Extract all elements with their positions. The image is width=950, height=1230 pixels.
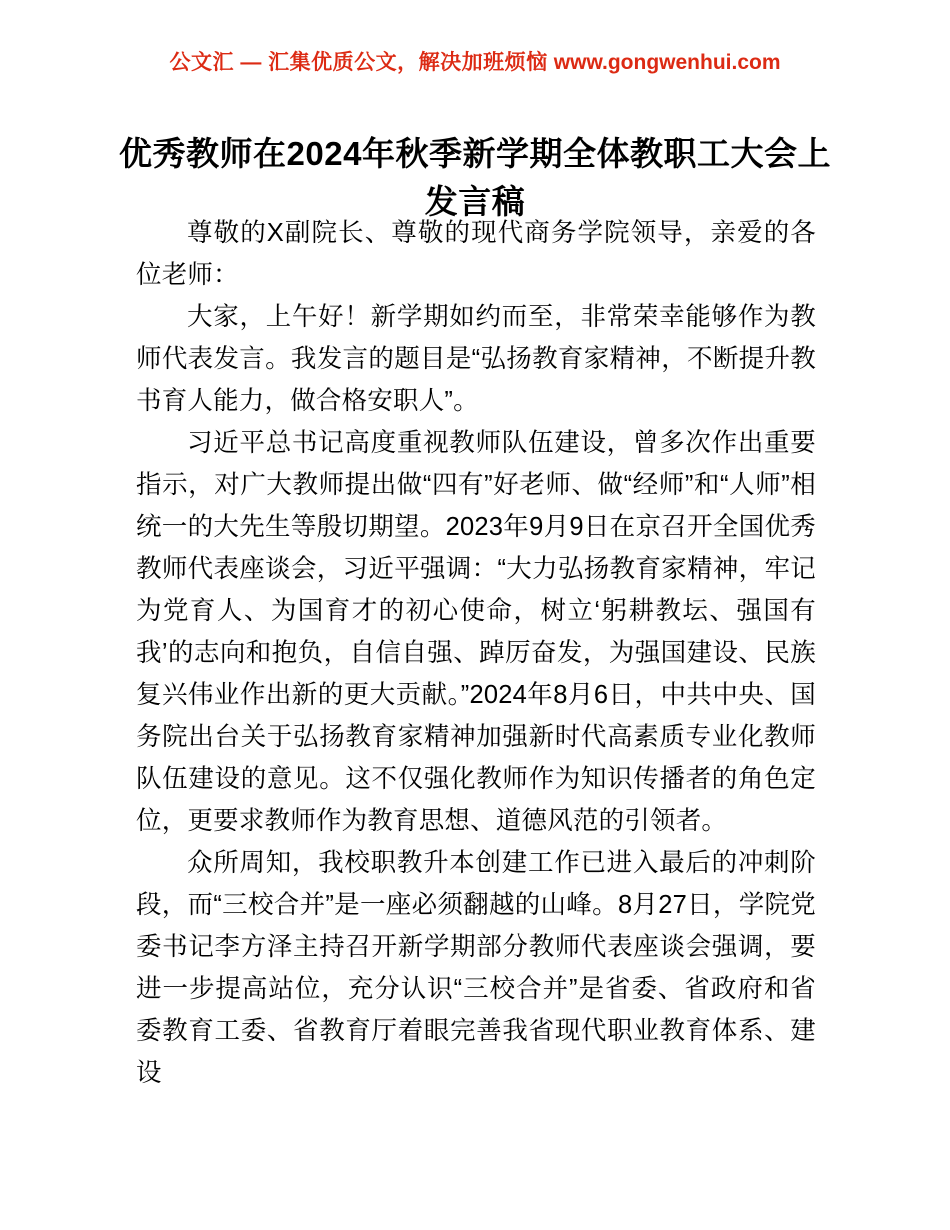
paragraph-policy-background: 习近平总书记高度重视教师队伍建设，曾多次作出重要指示，对广大教师提出做“四有”好老师、做“经师”和“人师”相统一的大先生等殷切期望。2023年9月9日在京召开全国优秀教师代表座谈会，习近平强调：“大力弘扬教育家精神，牢记为党育人、为国育才的初心使命，树立‘躬耕教坛、强国有我’的志向和抱负，自信自强、踔厉奋发，为强国建设、民族复兴伟业作出新的更大贡献。”2024年8月6日，中共中央、国务院出台关于弘扬教育家精神加强新时代高素质专业化教师队伍建设的意见。这不仅强化教师作为知识传播者的角色定位，更要求教师作为教育思想、道德风范的引领者。 <box>136 429 816 835</box>
site-watermark-header <box>0 50 950 76</box>
document-title: 优秀教师在2024年秋季新学期全体教职工大会上发言稿 <box>119 135 831 221</box>
watermark-url: www.gongwenhui.com <box>553 51 781 74</box>
paragraph-school-merger: 众所周知，我校职教升本创建工作已进入最后的冲刺阶段，而“三校合并”是一座必须翻越的山峰。8月27日，学院党委书记李方泽主持召开新学期部分教师代表座谈会强调，要进一步提高站位，充分认识“三校合并”是省委、省政府和省委教育工委、省教育厅着眼完善我省现代职业教育体系、建设 <box>136 849 816 1087</box>
document-body <box>136 212 816 1094</box>
paragraph-greeting: 大家，上午好！新学期如约而至，非常荣幸能够作为教师代表发言。我发言的题目是“弘扬教育家精神，不断提升教书育人能力，做合格安职人”。 <box>136 303 816 415</box>
paragraph-salutation: 尊敬的X副院长、尊敬的现代商务学院领导，亲爱的各位老师： <box>136 219 816 289</box>
watermark-slogan: 公文汇 — 汇集优质公文，解决加班烦恼 <box>169 51 548 74</box>
